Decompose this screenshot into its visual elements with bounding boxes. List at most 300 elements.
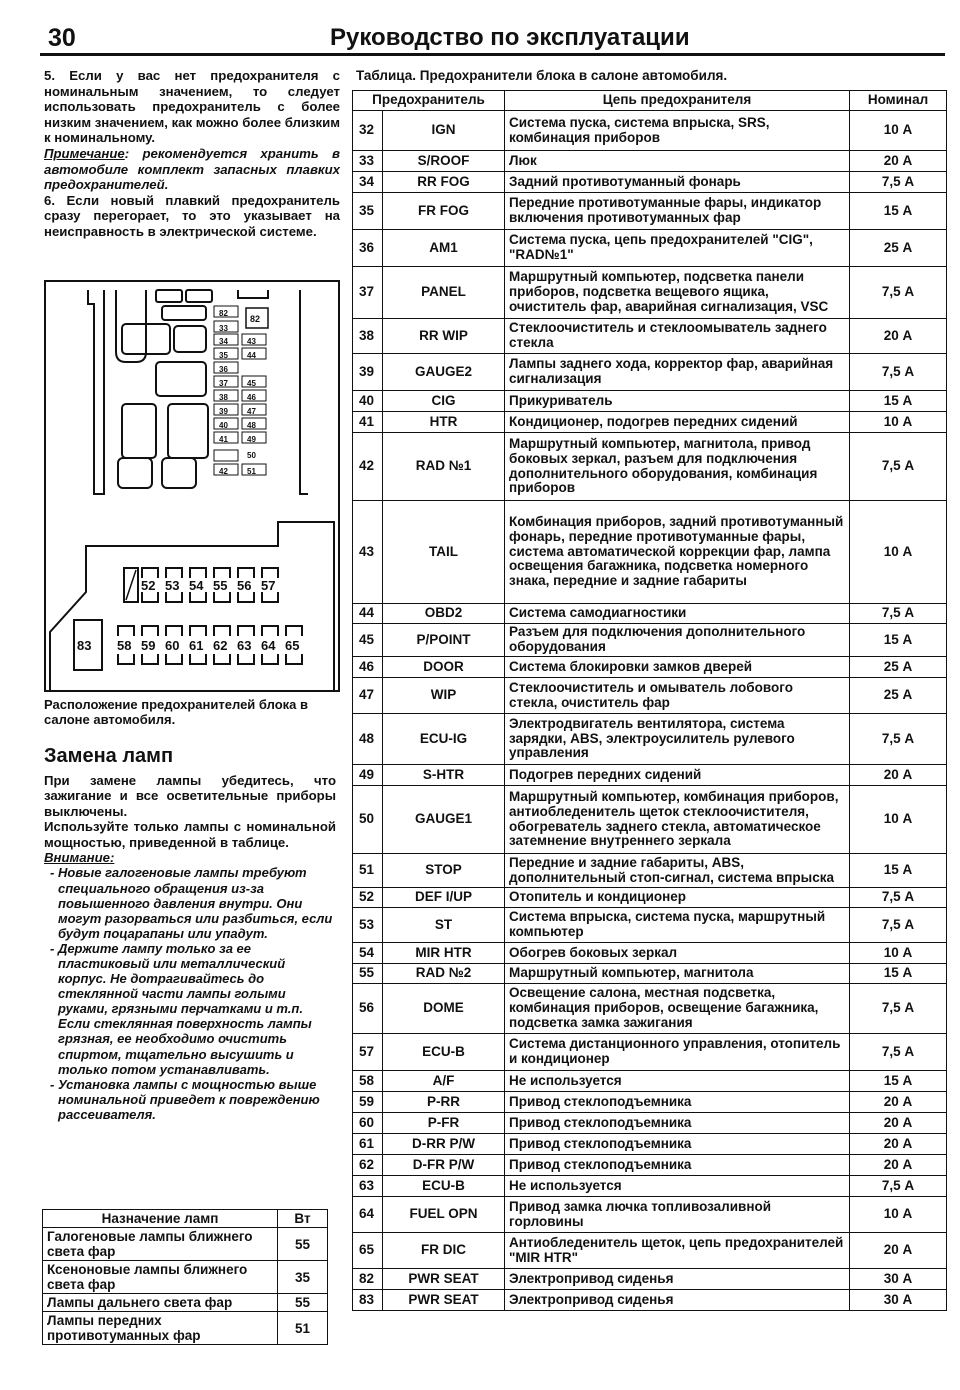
fuse-top-bracket — [238, 626, 254, 636]
fuse-number: 36 — [353, 230, 383, 267]
fuse-top-bracket — [190, 626, 206, 636]
fuse-table-row — [353, 604, 947, 624]
warning-1: - Новые галогеновые лампы требуют специального обращения из-за повышенного давления внутри. Они могут разорваться или разбиться, если будут поцарапаны или упадут. — [50, 865, 333, 941]
fuse-rating: 7,5 А — [850, 1176, 947, 1197]
fuse-table-row — [353, 678, 947, 714]
fuse-table-row — [353, 391, 947, 412]
fuse-circuit: Антиобледенитель щеток, цепь предохранителей "MIR HTR" — [505, 1233, 850, 1269]
fuse-name: DOME — [383, 984, 505, 1034]
fuse-rating: 25 А — [850, 230, 947, 267]
fuse-name: RR WIP — [383, 319, 505, 354]
small-fuse-label: 33 — [219, 324, 228, 333]
relay — [162, 306, 206, 320]
small-fuse-label: 44 — [247, 351, 256, 360]
fuse-name: S/ROOF — [383, 151, 505, 172]
fuse-bottom-bracket — [190, 592, 206, 602]
fuse-table-row — [353, 1034, 947, 1071]
fuse-bottom-bracket — [262, 592, 278, 602]
fuse-box-drawing — [46, 282, 338, 690]
fuse-table-row — [353, 786, 947, 854]
lamp-table-row — [43, 1312, 328, 1345]
fuse-table-row — [353, 1155, 947, 1176]
fuse-top-bracket — [214, 626, 230, 636]
fuse-table-row — [353, 624, 947, 657]
instruction-item-6: 6. Если новый плавкий предохранитель сразу перегорает, то это указывает на неисправность в электрической системе. — [44, 192, 340, 239]
fuse-number: 56 — [353, 984, 383, 1034]
fuse-circuit: Маршрутный компьютер, магнитола — [505, 964, 850, 984]
fuse-table-row — [353, 1197, 947, 1233]
fuse-rating: 20 А — [850, 1155, 947, 1176]
fuse-rating: 15 А — [850, 391, 947, 412]
fuse-name: MIR HTR — [383, 943, 505, 964]
fuse-box-diagram — [44, 280, 340, 692]
fuse-circuit: Система пуска, цепь предохранителей "CIG", "RAD№1" — [505, 230, 850, 267]
fuse-number: 37 — [353, 267, 383, 319]
fuse-name: OBD2 — [383, 604, 505, 624]
fuse-name: ECU-IG — [383, 714, 505, 765]
fuse-table-row — [353, 984, 947, 1034]
small-fuse-label: 46 — [247, 393, 256, 402]
fuse-table-row — [353, 657, 947, 678]
small-fuse-slot — [214, 450, 238, 461]
section-title-lamps: Замена ламп — [44, 745, 174, 767]
storage-note — [44, 146, 340, 193]
fuse-rating: 15 А — [850, 193, 947, 230]
fuse-name: A/F — [383, 1071, 505, 1092]
fuse-top-bracket — [214, 568, 230, 578]
fuse-number: 33 — [353, 151, 383, 172]
lamp-paragraph-1: При замене лампы убедитесь, что зажигание и все осветительные приборы выключены. — [44, 773, 336, 819]
fuse-number: 64 — [353, 1197, 383, 1233]
relay — [186, 290, 212, 302]
fuse-circuit: Кондиционер, подогрев передних сидений — [505, 412, 850, 433]
fuse-name: WIP — [383, 678, 505, 714]
fuse-number-label: 56 — [237, 578, 252, 593]
fuse-number: 50 — [353, 786, 383, 854]
instruction-item-5: 5. Если у вас нет предохранителя с номинальным значением, то следует использовать предохранитель с более низким значением, как можно более близким к номинальному. — [44, 68, 341, 146]
lamp-watts: 55 — [278, 1294, 328, 1312]
relay — [162, 458, 196, 488]
lamp-replacement-text — [44, 773, 336, 1122]
fuse-circuit: Привод стеклоподъемника — [505, 1134, 850, 1155]
fuse-top-bracket — [142, 626, 158, 636]
fuse-circuit: Не используется — [505, 1176, 850, 1197]
fuse-rating: 15 А — [850, 964, 947, 984]
fuse-number-label: 53 — [165, 578, 180, 593]
fuse-table-row — [353, 111, 947, 151]
fuse-number: 32 — [353, 111, 383, 151]
fuse-table-row — [353, 1269, 947, 1290]
fuse-table-row — [353, 943, 947, 964]
lamp-watts: 35 — [278, 1261, 328, 1294]
relay — [168, 404, 208, 458]
fuse-82-badge-label: 82 — [250, 314, 261, 324]
fuse-rating: 10 А — [850, 501, 947, 604]
fuse-number: 39 — [353, 354, 383, 391]
fuse-name: DEF I/UP — [383, 888, 505, 908]
fuse-number: 83 — [353, 1290, 383, 1311]
fuse-table-row — [353, 501, 947, 604]
fuse-rating: 7,5 А — [850, 172, 947, 193]
fuse-circuit: Задний противотуманный фонарь — [505, 172, 850, 193]
fuse-number-label: 64 — [261, 638, 276, 653]
fuse-rating: 25 А — [850, 678, 947, 714]
lamp-header-purpose: Назначение ламп — [43, 1210, 278, 1228]
fuse-name: P-FR — [383, 1113, 505, 1134]
relay — [156, 290, 182, 302]
fuse-circuit: Система пуска, система впрыска, SRS, комбинация приборов — [505, 111, 850, 151]
fuse-rating: 10 А — [850, 111, 947, 151]
small-fuse-label: 51 — [247, 467, 256, 476]
fuse-bottom-bracket — [214, 592, 230, 602]
lamp-purpose: Галогеновые лампы ближнего света фар — [43, 1228, 278, 1261]
fuse-bottom-bracket — [238, 654, 254, 664]
page-number: 30 — [48, 24, 76, 52]
fuse-number: 59 — [353, 1092, 383, 1113]
warning-2: - Держите лампу только за ее пластиковый или металлический корпус. Не дотрагивайтесь до стеклянной части лампы голыми руками, грязными перчатками и т.п. Если стеклянная поверхность лампы грязная, ее необходимо очистить спиртом, тщательно высушить и только потом устанавливать. — [50, 940, 312, 1077]
fuse-number: 35 — [353, 193, 383, 230]
fuse-circuit: Привод стеклоподъемника — [505, 1155, 850, 1176]
fuse-name: D-RR P/W — [383, 1134, 505, 1155]
lamp-watts: 51 — [278, 1312, 328, 1345]
fuse-circuit: Система самодиагностики — [505, 604, 850, 624]
fuse-top-bracket — [118, 626, 134, 636]
fuse-83-label: 83 — [77, 638, 92, 653]
fuse-number: 63 — [353, 1176, 383, 1197]
small-fuse-label: 42 — [219, 467, 228, 476]
fuse-bottom-bracket — [166, 654, 182, 664]
fuse-name: P/POINT — [383, 624, 505, 657]
fuse-rating: 7,5 А — [850, 267, 947, 319]
fuse-table-row — [353, 1092, 947, 1113]
fuse-table-row — [353, 433, 947, 501]
fuse-circuit: Электропривод сиденья — [505, 1290, 850, 1311]
page-header — [40, 22, 945, 56]
fuse-number: 49 — [353, 765, 383, 786]
block-outline-right — [300, 290, 308, 494]
fuse-number-label: 62 — [213, 638, 228, 653]
fuse-top-bracket — [238, 568, 254, 578]
fuse-number-label: 61 — [189, 638, 204, 653]
fuse-table — [352, 90, 947, 1311]
fuse-number: 55 — [353, 964, 383, 984]
fuse-circuit: Система дистанционного управления, отопитель и кондиционер — [505, 1034, 850, 1071]
fuse-rating: 10 А — [850, 412, 947, 433]
fuse-number: 53 — [353, 908, 383, 943]
fuse-rating: 20 А — [850, 319, 947, 354]
fuse-circuit: Привод стеклоподъемника — [505, 1113, 850, 1134]
fuse-circuit: Привод замка лючка топливозаливной горловины — [505, 1197, 850, 1233]
fuse-number: 47 — [353, 678, 383, 714]
note-text: : рекомендуется хранить в автомобиле комплект запасных плавких предохранителей. — [44, 145, 340, 193]
lamp-table-row — [43, 1294, 328, 1312]
fuse-name: P-RR — [383, 1092, 505, 1113]
fuse-circuit: Люк — [505, 151, 850, 172]
fuse-circuit: Разъем для подключения дополнительного оборудования — [505, 624, 850, 657]
fuse-number: 38 — [353, 319, 383, 354]
block-outline-left — [88, 290, 104, 494]
fuse-bottom-bracket — [166, 592, 182, 602]
fuse-circuit: Отопитель и кондиционер — [505, 888, 850, 908]
fuse-number-label: 59 — [141, 638, 156, 653]
fuse-rating: 30 А — [850, 1290, 947, 1311]
fuse-rating: 10 А — [850, 943, 947, 964]
fuse-circuit: Подогрев передних сидений — [505, 765, 850, 786]
fuse-name: FR FOG — [383, 193, 505, 230]
fuse-name: CIG — [383, 391, 505, 412]
fuse-circuit: Стеклоочиститель и омыватель лобового стекла, очиститель фар — [505, 678, 850, 714]
diagram-caption: Расположение предохранителей блока в салоне автомобиля. — [44, 697, 308, 727]
fuse-number: 48 — [353, 714, 383, 765]
lamp-purpose: Лампы дальнего света фар — [43, 1294, 278, 1312]
fuse-table-caption: Таблица. Предохранители блока в салоне автомобиля. — [356, 68, 728, 83]
small-fuse-label: 37 — [219, 379, 228, 388]
fuse-table-row — [353, 908, 947, 943]
fuse-top-bracket — [262, 626, 278, 636]
note-label: Примечание — [44, 145, 125, 161]
fuse-number: 42 — [353, 433, 383, 501]
fuse-rating: 15 А — [850, 624, 947, 657]
fuse-number-label: 52 — [141, 578, 156, 593]
fuse-top-bracket — [142, 568, 158, 578]
fuse-circuit: Передние и задние габариты, ABS, дополнительный стоп-сигнал, система впрыска — [505, 854, 850, 888]
fuse-slot-slash — [126, 570, 136, 600]
fuse-name: PWR SEAT — [383, 1290, 505, 1311]
small-fuse-label: 41 — [219, 435, 228, 444]
fuse-number: 62 — [353, 1155, 383, 1176]
fuse-circuit: Прикуриватель — [505, 391, 850, 412]
fuse-circuit: Электропривод сиденья — [505, 1269, 850, 1290]
fuse-name: FR DIC — [383, 1233, 505, 1269]
fuse-name: PANEL — [383, 267, 505, 319]
fuse-table-row — [353, 319, 947, 354]
fuse-table-row — [353, 888, 947, 908]
fuse-number: 34 — [353, 172, 383, 193]
fuse-rating: 20 А — [850, 1233, 947, 1269]
fuse-bottom-bracket — [142, 592, 158, 602]
relay-slot — [116, 290, 146, 362]
fuse-number: 82 — [353, 1269, 383, 1290]
fuse-rating: 7,5 А — [850, 604, 947, 624]
fuse-instructions — [44, 68, 340, 240]
lamp-purpose: Ксеноновые лампы ближнего света фар — [43, 1261, 278, 1294]
warning-3: - Установка лампы с мощностью выше номинальной приведет к повреждению рассеивателя. — [50, 1076, 320, 1122]
fuse-table-row — [353, 172, 947, 193]
fuse-name: ECU-B — [383, 1034, 505, 1071]
small-fuse-label: 36 — [219, 365, 228, 374]
fuse-name: RAD №2 — [383, 964, 505, 984]
fuse-name: PWR SEAT — [383, 1269, 505, 1290]
fuse-bottom-bracket — [238, 592, 254, 602]
fuse-header-circuit: Цепь предохранителя — [505, 91, 850, 111]
fuse-table-body — [353, 111, 947, 1311]
fuse-top-bracket — [262, 568, 278, 578]
fuse-name: FUEL OPN — [383, 1197, 505, 1233]
fuse-rating: 7,5 А — [850, 984, 947, 1034]
fuse-name: GAUGE1 — [383, 786, 505, 854]
fuse-rating: 7,5 А — [850, 1034, 947, 1071]
fuse-number-label: 57 — [261, 578, 276, 593]
fuse-rating: 20 А — [850, 151, 947, 172]
fuse-table-row — [353, 267, 947, 319]
fuse-number: 43 — [353, 501, 383, 604]
small-fuse-label: 47 — [247, 407, 256, 416]
fuse-number: 58 — [353, 1071, 383, 1092]
fuse-name: RAD №1 — [383, 433, 505, 501]
fuse-table-row — [353, 854, 947, 888]
fuse-rating: 15 А — [850, 854, 947, 888]
fuse-circuit: Привод стеклоподъемника — [505, 1092, 850, 1113]
block-outline-top — [238, 290, 268, 298]
small-fuse-label: 45 — [247, 379, 256, 388]
fuse-bottom-bracket — [262, 654, 278, 664]
fuse-rating: 10 А — [850, 1197, 947, 1233]
fuse-table-row — [353, 193, 947, 230]
fuse-rating: 20 А — [850, 1092, 947, 1113]
fuse-header-fuse: Предохранитель — [353, 91, 505, 111]
small-fuse-label: 49 — [247, 435, 256, 444]
fuse-circuit: Передние противотуманные фары, индикатор включения противотуманных фар — [505, 193, 850, 230]
fuse-number: 44 — [353, 604, 383, 624]
small-fuse-label: 40 — [219, 421, 228, 430]
fuse-table-row — [353, 1290, 947, 1311]
fuse-name: IGN — [383, 111, 505, 151]
fuse-number-label: 65 — [285, 638, 300, 653]
fuse-number-label: 55 — [213, 578, 228, 593]
fuse-rating: 20 А — [850, 765, 947, 786]
small-fuse-label: 35 — [219, 351, 228, 360]
fuse-name: TAIL — [383, 501, 505, 604]
relay — [122, 404, 156, 458]
fuse-top-bracket — [166, 626, 182, 636]
fuse-name: STOP — [383, 854, 505, 888]
fuse-rating: 25 А — [850, 657, 947, 678]
fuse-rating: 7,5 А — [850, 354, 947, 391]
fuse-number-label: 63 — [237, 638, 252, 653]
fuse-table-row — [353, 714, 947, 765]
fuse-circuit: Маршрутный компьютер, магнитола, привод боковых зеркал, разъем для подключения дополнительного оборудования, комбинация приборов — [505, 433, 850, 501]
fuse-name: RR FOG — [383, 172, 505, 193]
relay — [118, 458, 152, 488]
attention-line — [44, 850, 336, 865]
fuse-table-row — [353, 1113, 947, 1134]
fuse-table-row — [353, 151, 947, 172]
fuse-table-row — [353, 1233, 947, 1269]
fuse-number: 51 — [353, 854, 383, 888]
lamp-table-row — [43, 1261, 328, 1294]
fuse-table-row — [353, 1134, 947, 1155]
fuse-rating: 20 А — [850, 1134, 947, 1155]
fuse-table-row — [353, 765, 947, 786]
fuse-number: 61 — [353, 1134, 383, 1155]
fuse-bottom-bracket — [190, 654, 206, 664]
fuse-number: 52 — [353, 888, 383, 908]
fuse-circuit: Освещение салона, местная подсветка, комбинация приборов, освещение багажника, подсветка замка зажигания — [505, 984, 850, 1034]
small-fuse-label: 39 — [219, 407, 228, 416]
fuse-rating: 15 А — [850, 1071, 947, 1092]
fuse-rating: 7,5 А — [850, 888, 947, 908]
relay — [174, 326, 206, 352]
fuse-bottom-bracket — [142, 654, 158, 664]
page-title: Руководство по эксплуатации — [330, 24, 690, 51]
fuse-name: GAUGE2 — [383, 354, 505, 391]
fuse-number: 46 — [353, 657, 383, 678]
fuse-table-row — [353, 412, 947, 433]
fuse-name: DOOR — [383, 657, 505, 678]
fuse-circuit: Система блокировки замков дверей — [505, 657, 850, 678]
fuse-name: ECU-B — [383, 1176, 505, 1197]
fuse-number: 45 — [353, 624, 383, 657]
fuse-rating: 30 А — [850, 1269, 947, 1290]
fuse-circuit: Комбинация приборов, задний противотуманный фонарь, передние противотуманные фары, система автоматической коррекции фар, лампа освещения багажника, подсветка номерного знака, передние и задние габариты — [505, 501, 850, 604]
small-fuse-label: 43 — [247, 337, 256, 346]
lamp-table-header — [43, 1210, 328, 1228]
fuse-rating: 10 А — [850, 786, 947, 854]
fuse-name: D-FR P/W — [383, 1155, 505, 1176]
fuse-rating: 7,5 А — [850, 908, 947, 943]
fuse-top-bracket — [190, 568, 206, 578]
fuse-number: 40 — [353, 391, 383, 412]
fuse-circuit: Маршрутный компьютер, комбинация приборов, антиобледенитель щеток стеклоочистителя, обогреватель заднего стекла, автоматическое затемнение внутреннего зеркала — [505, 786, 850, 854]
lamp-table — [42, 1209, 328, 1345]
fuse-circuit: Стеклоочиститель и стеклоомыватель заднего стекла — [505, 319, 850, 354]
fuse-circuit: Электродвигатель вентилятора, система зарядки, ABS, электроусилитель рулевого управления — [505, 714, 850, 765]
fuse-circuit: Система впрыска, система пуска, маршрутный компьютер — [505, 908, 850, 943]
small-fuse-label: 82 — [219, 309, 228, 318]
fuse-rating: 20 А — [850, 1113, 947, 1134]
lamp-purpose: Лампы передних противотуманных фар — [43, 1312, 278, 1345]
fuse-circuit: Маршрутный компьютер, подсветка панели приборов, подсветка вещевого ящика, очиститель фар, аварийная сигнализация, VSC — [505, 267, 850, 319]
fuse-name: S-HTR — [383, 765, 505, 786]
fuse-circuit: Обогрев боковых зеркал — [505, 943, 850, 964]
lamp-paragraph-2: Используйте только лампы с номинальной мощностью, приведенной в таблице. — [44, 819, 336, 850]
fuse-number: 41 — [353, 412, 383, 433]
fuse-table-row — [353, 964, 947, 984]
relay — [156, 362, 206, 396]
fuse-name: AM1 — [383, 230, 505, 267]
fuse-number: 60 — [353, 1113, 383, 1134]
fuse-number: 57 — [353, 1034, 383, 1071]
fuse-number-label: 58 — [117, 638, 132, 653]
fuse-top-bracket — [286, 626, 302, 636]
fuse-circuit: Лампы заднего хода, корректор фар, аварийная сигнализация — [505, 354, 850, 391]
lamp-watts: 55 — [278, 1228, 328, 1261]
lamp-table-row — [43, 1228, 328, 1261]
fuse-table-header — [353, 91, 947, 111]
fuse-header-rating: Номинал — [850, 91, 947, 111]
fuse-table-row — [353, 230, 947, 267]
lamp-header-watts: Вт — [278, 1210, 328, 1228]
fuse-name: HTR — [383, 412, 505, 433]
fuse-table-row — [353, 354, 947, 391]
fuse-circuit: Не используется — [505, 1071, 850, 1092]
lamp-table-body — [43, 1228, 328, 1345]
fuse-rating: 7,5 А — [850, 714, 947, 765]
small-fuse-label: 34 — [219, 337, 228, 346]
fuse-name: ST — [383, 908, 505, 943]
fuse-bottom-bracket — [118, 654, 134, 664]
fuse-table-row — [353, 1071, 947, 1092]
small-fuse-label: 50 — [247, 451, 256, 460]
small-fuse-label: 48 — [247, 421, 256, 430]
fuse-number: 65 — [353, 1233, 383, 1269]
fuse-table-row — [353, 1176, 947, 1197]
attention-label: Внимание: — [44, 850, 115, 866]
fuse-bottom-bracket — [214, 654, 230, 664]
fuse-top-bracket — [166, 568, 182, 578]
fuse-bottom-bracket — [286, 654, 302, 664]
fuse-number-label: 60 — [165, 638, 180, 653]
